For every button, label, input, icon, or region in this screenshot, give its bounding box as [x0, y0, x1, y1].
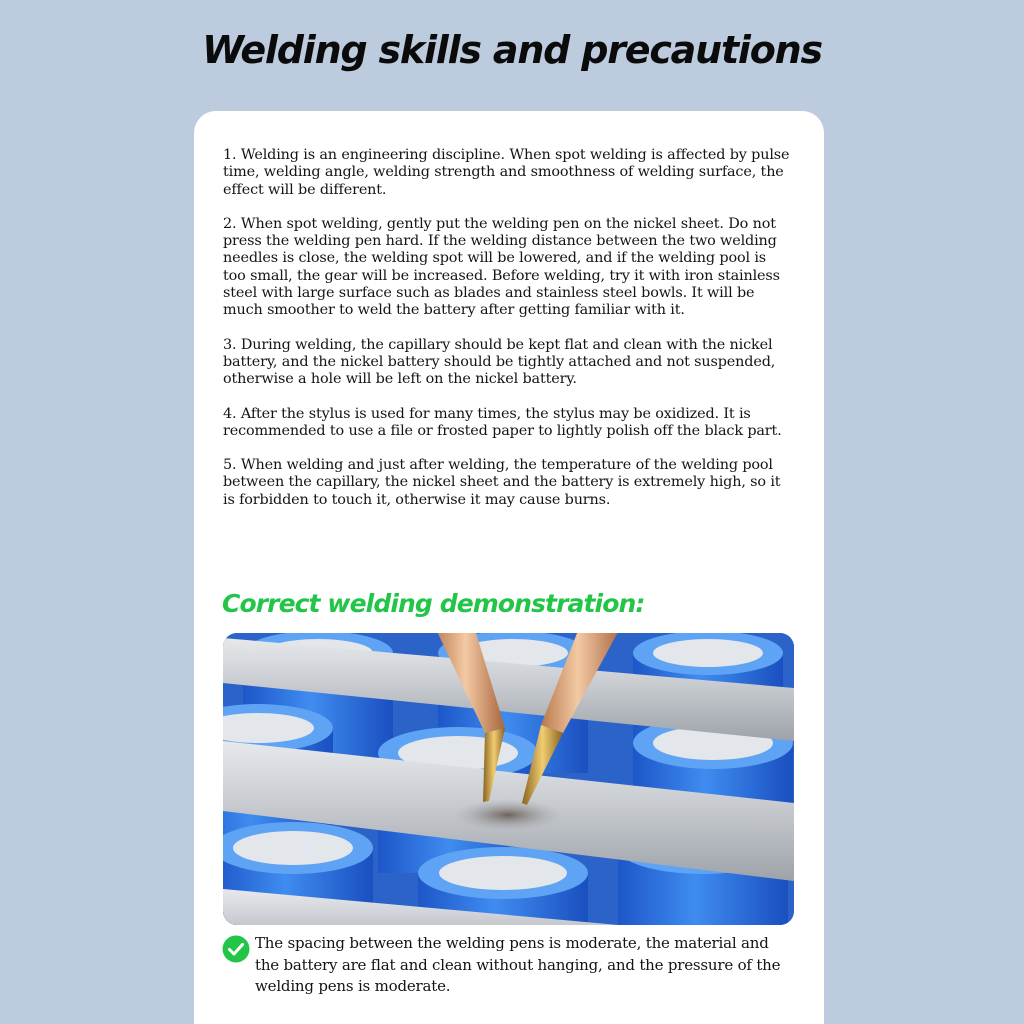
tip-item: 1. Welding is an engineering discipline. When spot welding is affected by pulse time, welding angle, welding strength and smoothness of welding surface, the effect will be different. [223, 147, 790, 198]
tip-item: 2. When spot welding, gently put the welding pen on the nickel sheet. Do not press the welding pen hard. If the welding distance between the two welding needles is close, the welding spot will be lowered, and if the welding pool is too small, the gear will be increased. Before welding, try it with iron stainless steel with large surface such as blades and stainless steel bowls. It will be much smoother to weld the battery after getting familiar with it. [223, 215, 780, 319]
demo-caption-row [222, 933, 796, 998]
battery-welding-illustration [223, 633, 794, 925]
demo-caption: The spacing between the welding pens is moderate, the material and the battery are flat and clean without hanging, and the pressure of the welding pens is moderate. [255, 934, 781, 995]
page-title: Welding skills and precautions [202, 28, 822, 72]
content-card [194, 111, 824, 1024]
weld-spot [453, 799, 563, 831]
tip-item: 3. During welding, the capillary should be kept flat and clean with the nickel battery, and the nickel battery should be tightly attached and not suspended, otherwise a hole will be left on the nickel battery. [223, 336, 776, 388]
tip-item: 5. When welding and just after welding, the temperature of the welding pool between the capillary, the nickel sheet and the battery is extremely high, so it is forbidden to touch it, otherwise it may cause burns. [223, 457, 781, 508]
check-circle-icon [222, 935, 250, 963]
welding-demo-image [223, 633, 794, 925]
tips-list [223, 147, 791, 526]
section-heading: Correct welding demonstration: [222, 589, 645, 618]
tip-item: 4. After the stylus is used for many times, the stylus may be oxidized. It is recommended to use a file or frosted paper to lightly polish off the black part. [223, 405, 782, 439]
